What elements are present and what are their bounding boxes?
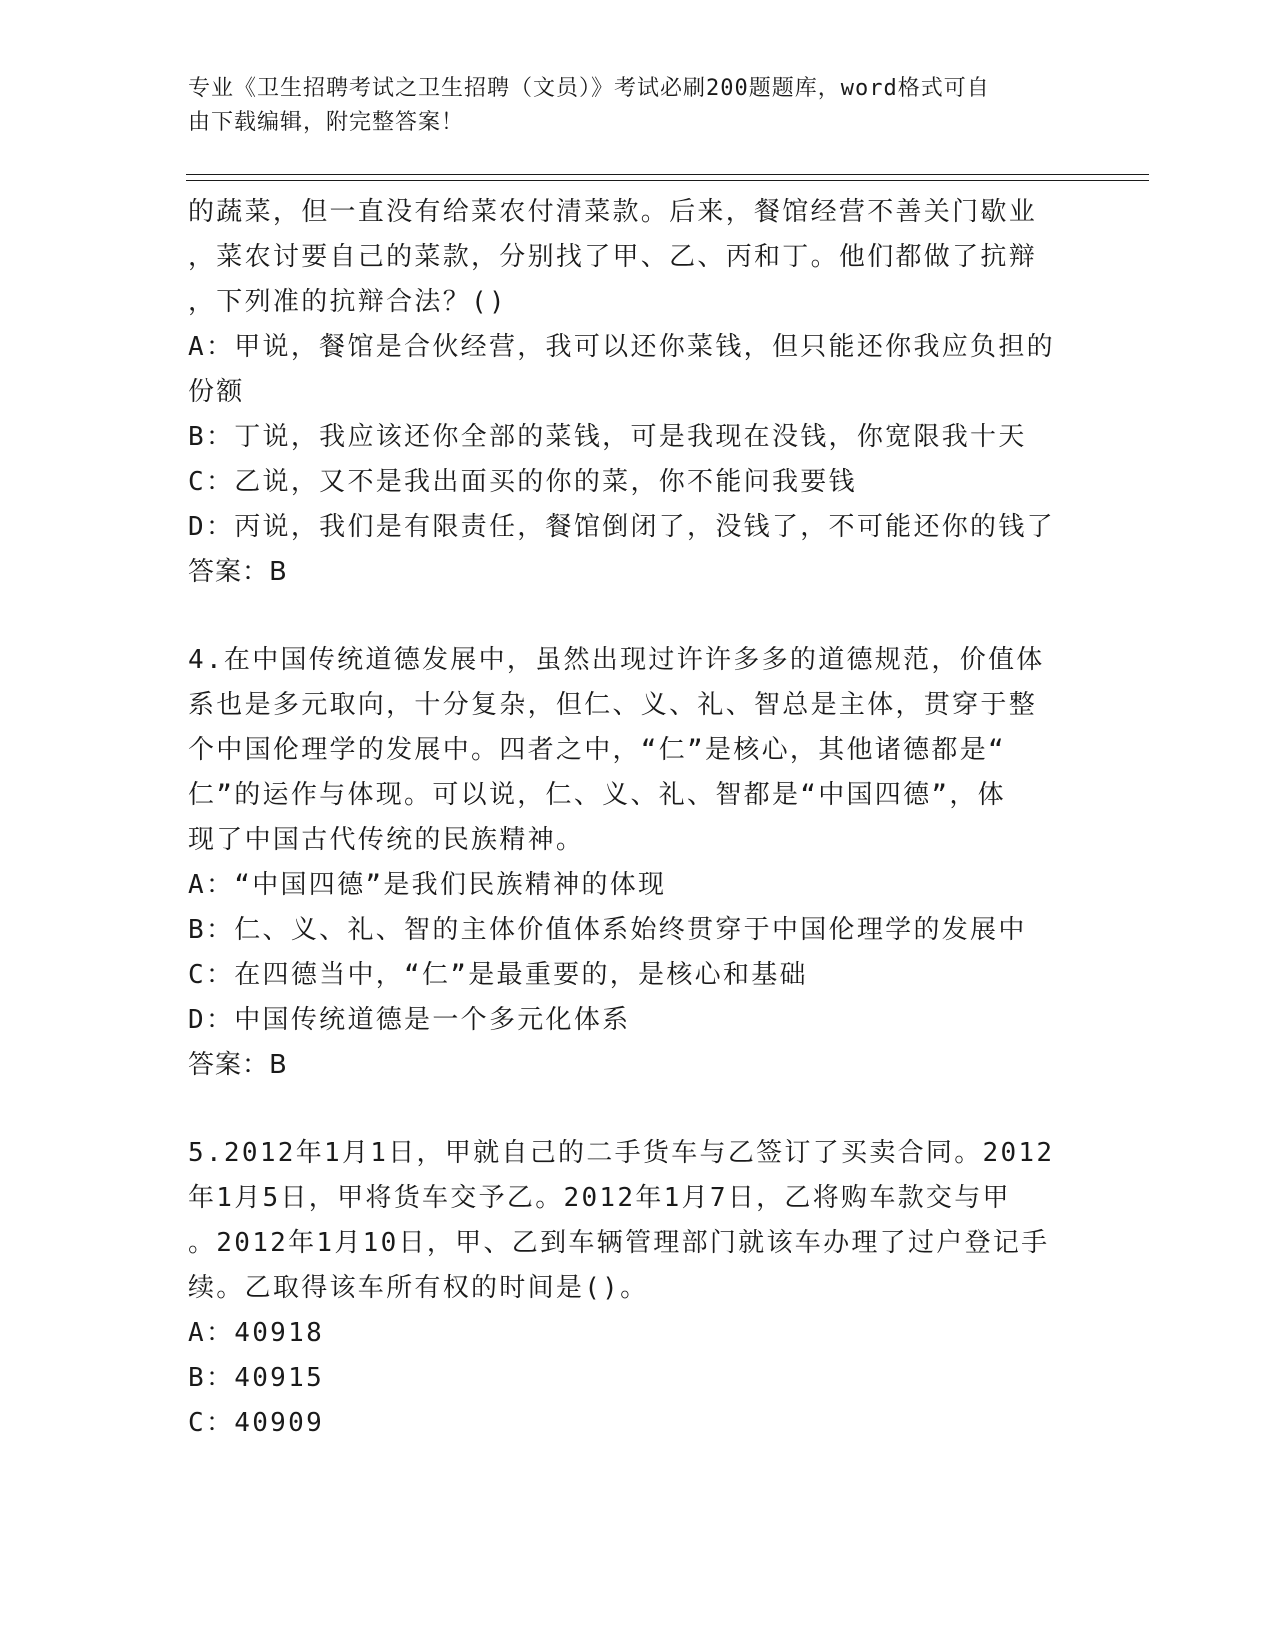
- option-d: D：中国传统道德是一个多元化体系: [188, 1005, 631, 1035]
- question-stem-line: 个中国伦理学的发展中。四者之中，“仁”是核心，其他诸德都是“: [188, 735, 1006, 765]
- question-stem-line: 仁”的运作与体现。可以说，仁、义、礼、智都是“中国四德”，体: [188, 780, 1006, 810]
- option-b: B：仁、义、礼、智的主体价值体系始终贯穿于中国伦理学的发展中: [188, 915, 1027, 945]
- question-stem-line: 。2012年1月10日，甲、乙到车辆管理部门就该车办理了过户登记手: [188, 1228, 1050, 1258]
- question-gap: [188, 1088, 1088, 1131]
- option-a: A：甲说，餐馆是合伙经营，我可以还你菜钱，但只能还你我应负担的: [188, 332, 1055, 362]
- question-5: [188, 1131, 1088, 1446]
- question-stem-line: 4.在中国传统道德发展中，虽然出现过许许多多的道德规范，价值体: [188, 645, 1045, 675]
- answer-label: 答案：B: [188, 557, 288, 587]
- question-gap: [188, 595, 1088, 638]
- option-a-continued: 份额: [188, 377, 245, 407]
- question-4: [188, 638, 1088, 1088]
- question-stem-line: 5.2012年1月1日，甲就自己的二手货车与乙签订了买卖合同。2012: [188, 1138, 1055, 1168]
- option-c: C：在四德当中，“仁”是最重要的，是核心和基础: [188, 960, 808, 990]
- question-stem-line: ，下列准的抗辩合法？(): [188, 287, 507, 317]
- document-header: [188, 72, 1068, 140]
- answer-label: 答案：B: [188, 1050, 288, 1080]
- question-stem-line: 系也是多元取向，十分复杂，但仁、义、礼、智总是主体，贯穿于整: [188, 690, 1038, 720]
- option-b: B：丁说，我应该还你全部的菜钱，可是我现在没钱，你宽限我十天: [188, 422, 1027, 452]
- option-c: C：乙说，又不是我出面买的你的菜，你不能问我要钱: [188, 467, 857, 497]
- option-a: A：“中国四德”是我们民族精神的体现: [188, 870, 667, 900]
- question-stem-line: ，菜农讨要自己的菜款，分别找了甲、乙、丙和丁。他们都做了抗辩: [188, 242, 1038, 272]
- option-b: B：40915: [188, 1363, 325, 1393]
- question-stem-line: 年1月5日，甲将货车交予乙。2012年1月7日，乙将购车款交与甲: [188, 1183, 1011, 1213]
- header-line-1: 专业《卫生招聘考试之卫生招聘（文员）》考试必刷200题题库，word格式可自: [188, 76, 990, 101]
- header-rule-bottom: [186, 180, 1149, 181]
- header-rule-top: [186, 174, 1149, 175]
- question-stem-line: 续。乙取得该车所有权的时间是()。: [188, 1273, 649, 1303]
- option-a: A：40918: [188, 1318, 325, 1348]
- question-stem-line: 的蔬菜，但一直没有给菜农付清菜款。后来，餐馆经营不善关门歇业: [188, 197, 1038, 227]
- question-3: [188, 190, 1088, 595]
- option-c: C：40909: [188, 1408, 325, 1438]
- header-line-2: 由下载编辑，附完整答案！: [188, 110, 465, 135]
- document-body: [188, 190, 1088, 1446]
- question-stem-line: 现了中国古代传统的民族精神。: [188, 825, 585, 855]
- option-d: D：丙说，我们是有限责任，餐馆倒闭了，没钱了，不可能还你的钱了: [188, 512, 1055, 542]
